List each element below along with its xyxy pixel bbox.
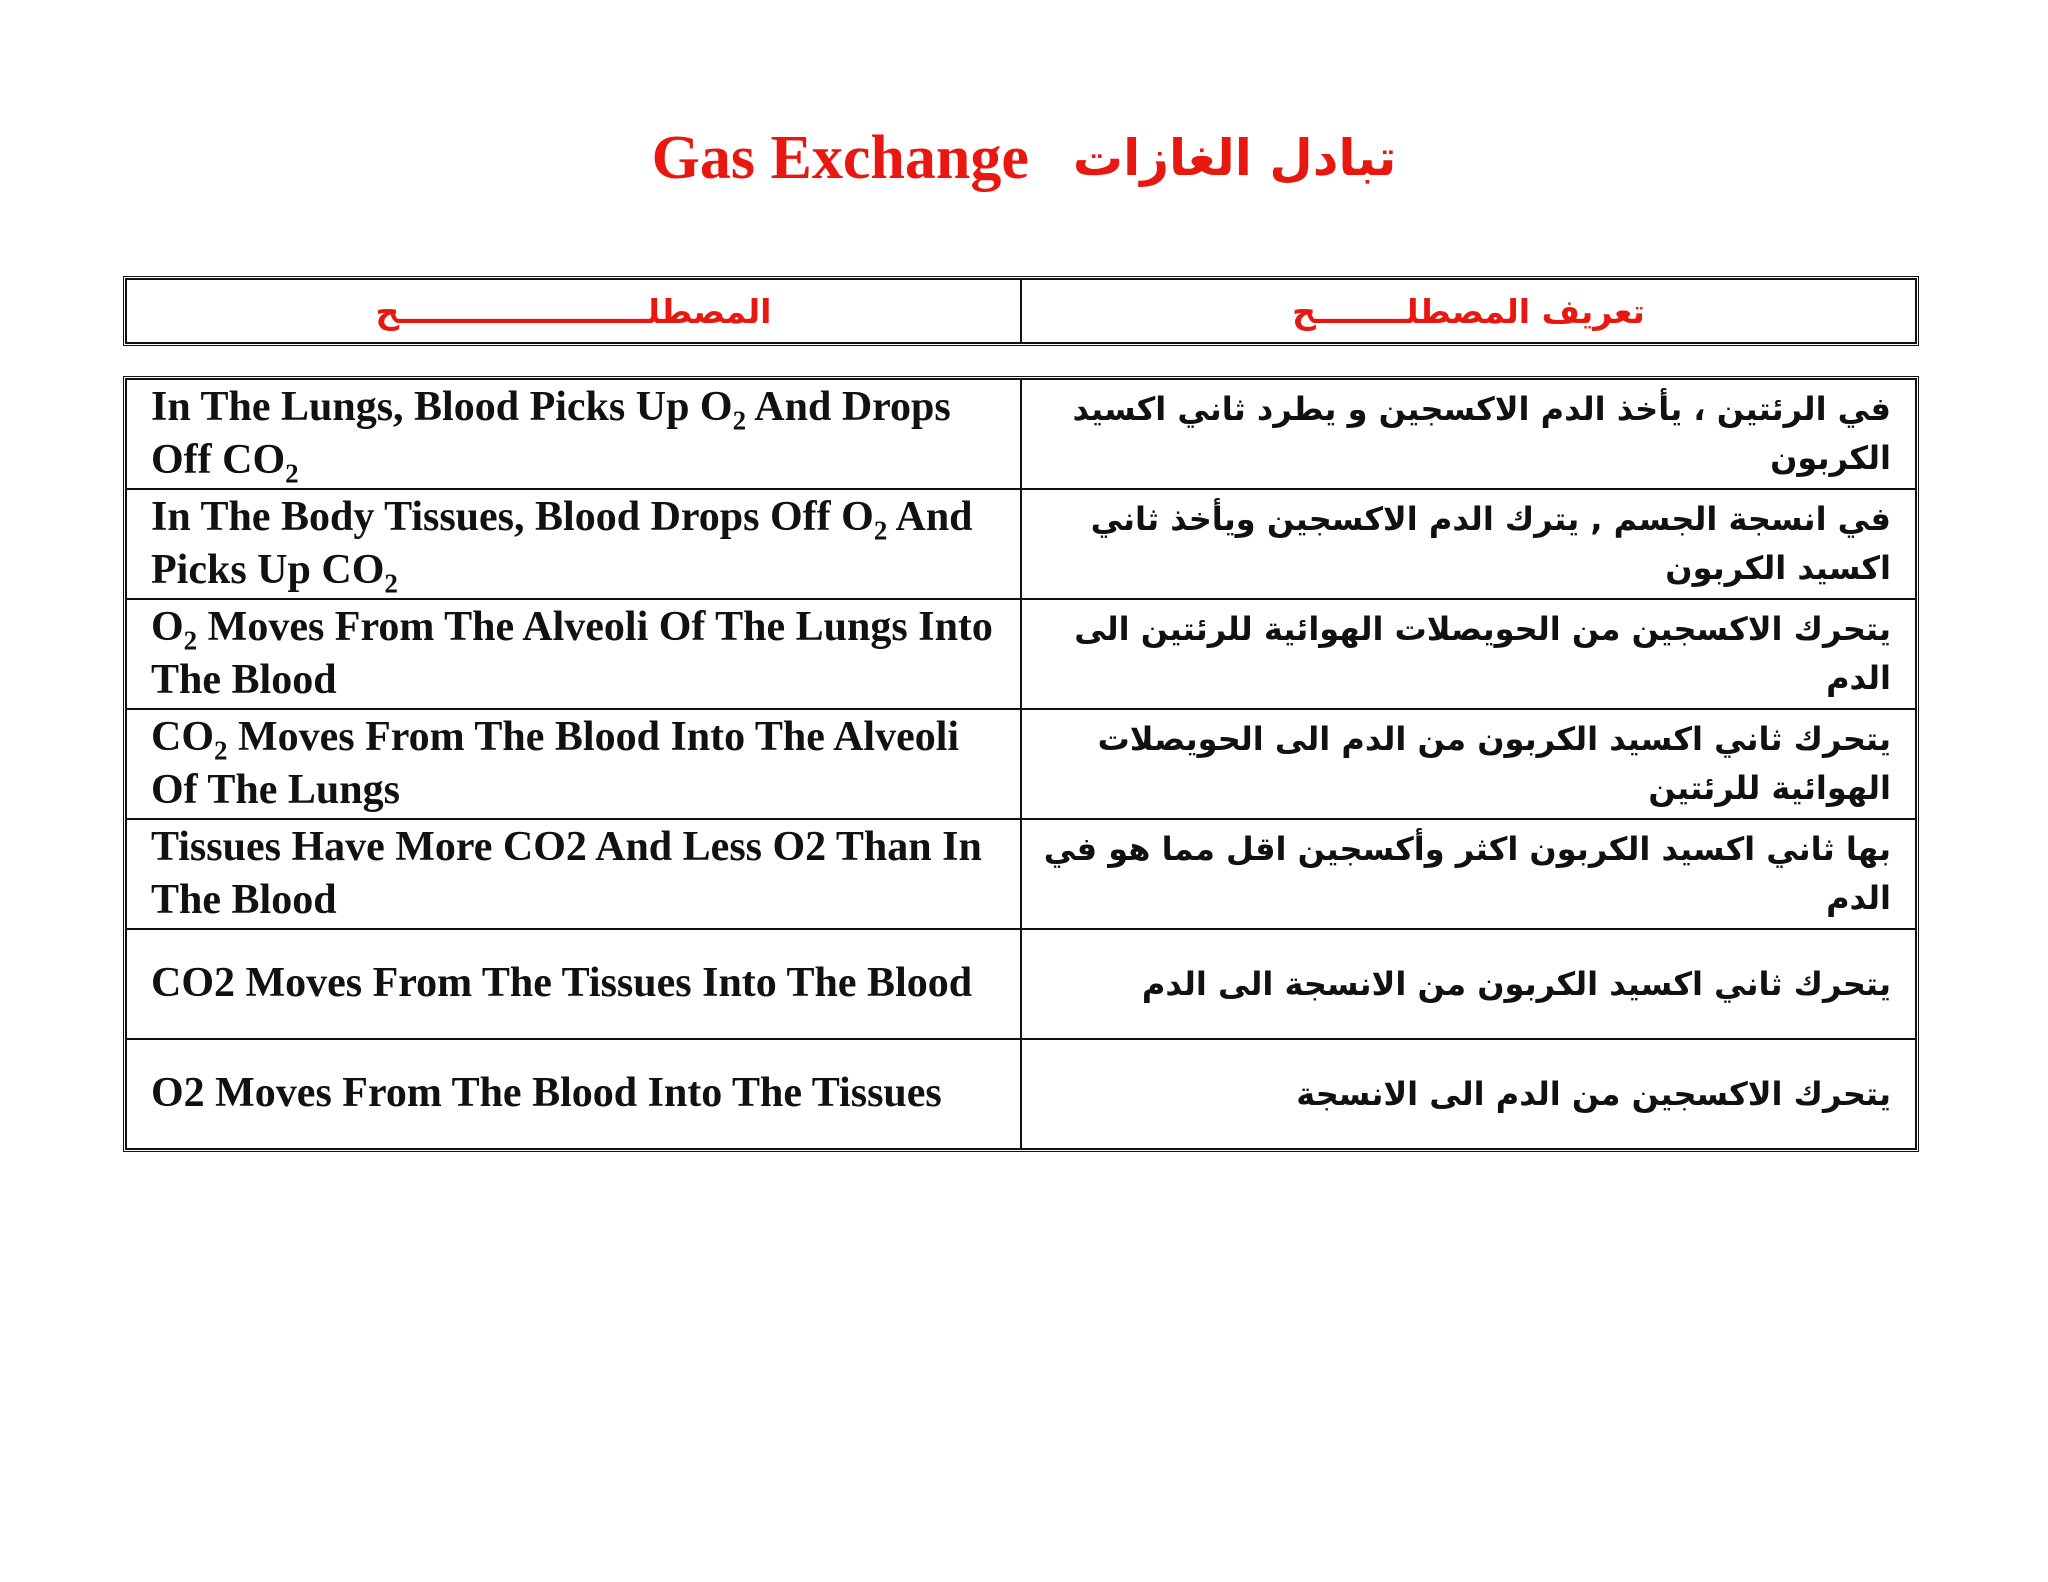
term-cell: $CO_2$ Moves From The Blood Into The Alveoli Of The Lungs: [126, 709, 1021, 819]
term-cell: Tissues Have More CO2 And Less O2 Than In The Blood: [126, 819, 1021, 929]
term-cell: In The Body Tissues, Blood Drops Off $O_2$ And Picks Up $CO_2$: [126, 489, 1021, 599]
header-table: [123, 276, 1919, 346]
page-title: [0, 118, 2048, 198]
term-cell: O2 Moves From The Blood Into The Tissues: [126, 1039, 1021, 1149]
table-row: [126, 929, 1916, 1039]
table-row: [126, 379, 1916, 489]
definition-cell: يتحرك ثاني اكسيد الكربون من الانسجة الى الدم: [1021, 929, 1916, 1039]
definition-cell: يتحرك ثاني اكسيد الكربون من الدم الى الحويصلات الهوائية للرئتين: [1021, 709, 1916, 819]
table-row: [126, 599, 1916, 709]
term-cell: In The Lungs, Blood Picks Up $O_2$ And Drops Off $CO_2$: [126, 379, 1021, 489]
term-column-header: المصطلــــــــــــــــــــــح: [126, 279, 1021, 343]
definition-cell: بها ثاني اكسيد الكربون اكثر وأكسجين اقل مما هو في الدم: [1021, 819, 1916, 929]
definition-cell: في الرئتين ، يأخذ الدم الاكسجين و يطرد ثاني اكسيد الكربون: [1021, 379, 1916, 489]
title-arabic: تبادل الغازات: [1072, 129, 1397, 187]
header-row: [126, 279, 1916, 343]
definition-cell: في انسجة الجسم , يترك الدم الاكسجين ويأخذ ثاني اكسيد الكربون: [1021, 489, 1916, 599]
terms-table: [123, 376, 1919, 1152]
table-row: [126, 1039, 1916, 1149]
table-row: [126, 709, 1916, 819]
definition-cell: يتحرك الاكسجين من الدم الى الانسجة: [1021, 1039, 1916, 1149]
definition-column-header: تعريف المصطلــــــــح: [1021, 279, 1916, 343]
title-english: Gas Exchange: [651, 123, 1029, 192]
term-cell: CO2 Moves From The Tissues Into The Blood: [126, 929, 1021, 1039]
table-row: [126, 819, 1916, 929]
term-cell: $O_2$ Moves From The Alveoli Of The Lungs Into The Blood: [126, 599, 1021, 709]
table-row: [126, 489, 1916, 599]
definition-cell: يتحرك الاكسجين من الحويصلات الهوائية للرئتين الى الدم: [1021, 599, 1916, 709]
